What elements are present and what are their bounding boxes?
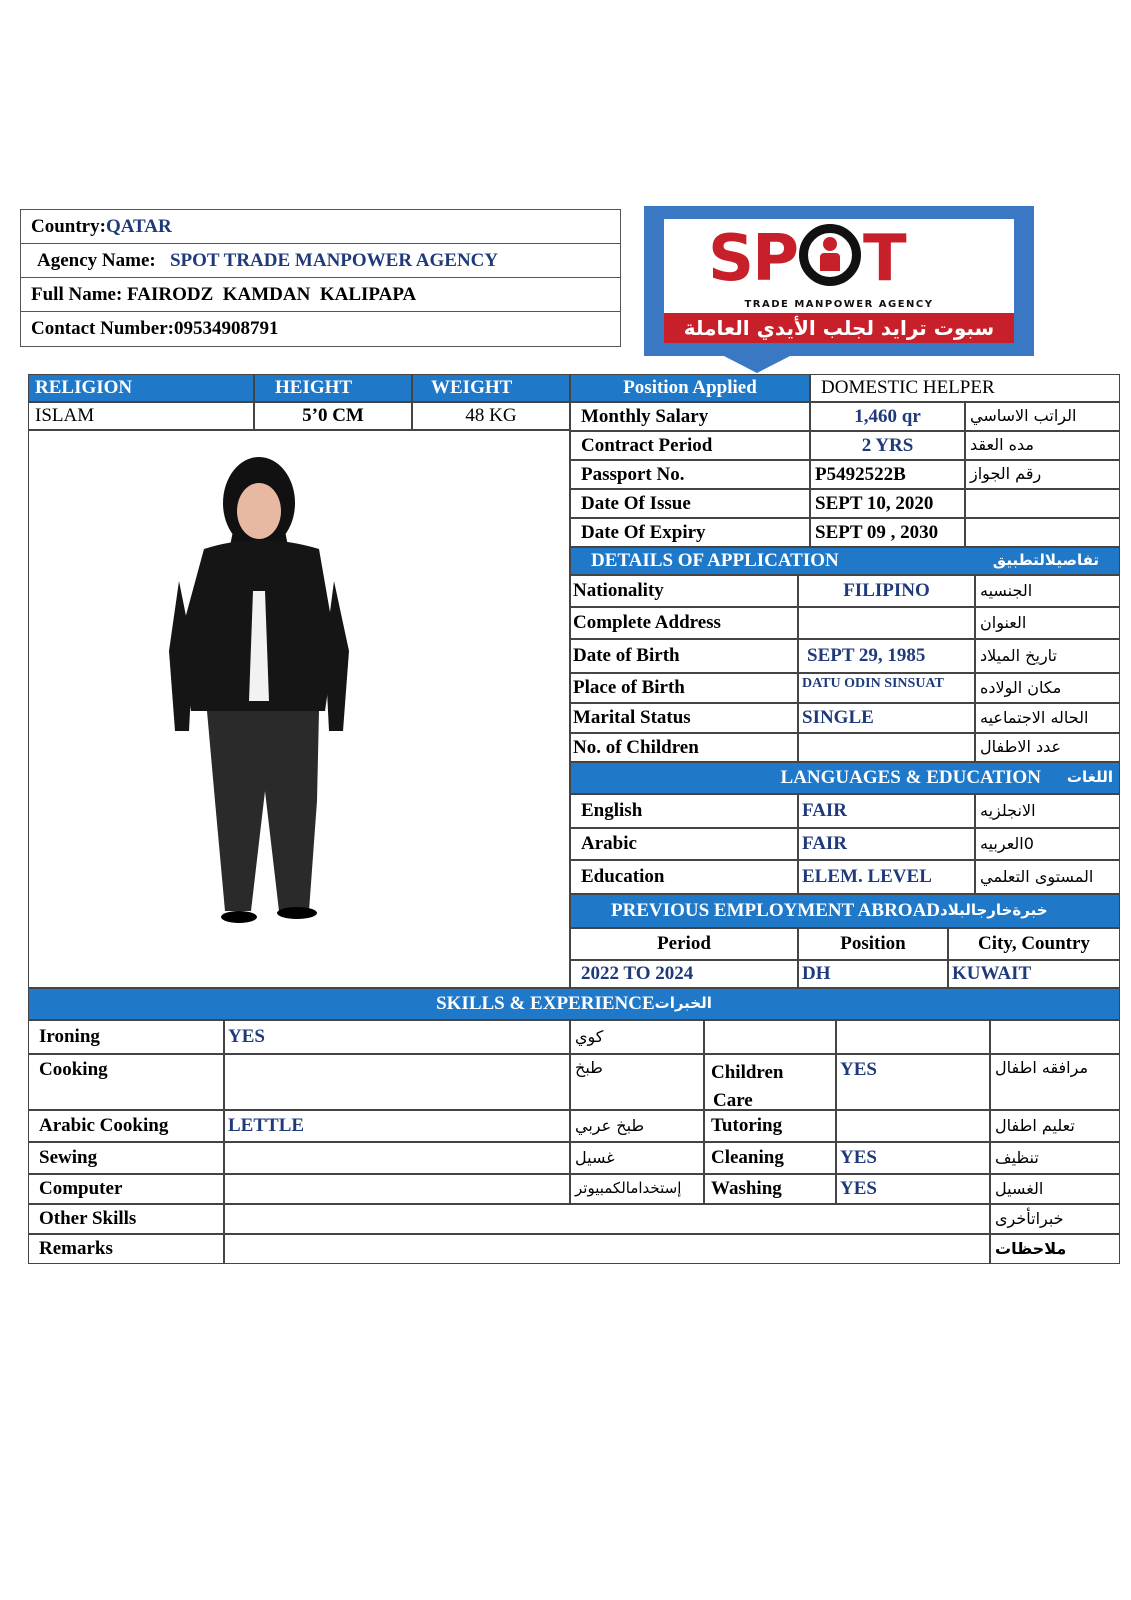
nationality-label: Nationality xyxy=(570,575,798,607)
skill-empty-2 xyxy=(836,1020,990,1054)
pob-ar: مكان الولاده xyxy=(975,673,1120,703)
contract-period-label: Contract Period xyxy=(570,431,810,460)
skill-arabic-cooking-label: Arabic Cooking xyxy=(28,1110,224,1142)
dob-label: Date of Birth xyxy=(570,639,798,673)
skill-ironing-label: Ironing xyxy=(28,1020,224,1054)
skill-sewing-ar: غسيل xyxy=(570,1142,704,1174)
position-applied-value: DOMESTIC HELPER xyxy=(810,374,1120,402)
other-skills-ar: خبراتأخرى xyxy=(990,1204,1120,1234)
skill-ironing-ar: كوي xyxy=(570,1020,704,1054)
english-ar: الانجلزيه xyxy=(975,794,1120,828)
agency-row xyxy=(21,244,620,278)
period-col-header: Period xyxy=(570,928,798,960)
height-value: 5’0 CM xyxy=(254,402,412,430)
details-header xyxy=(570,547,1120,575)
weight-value: 48 KG xyxy=(412,402,570,430)
country-row xyxy=(21,210,620,244)
contract-period-ar: مده العقد xyxy=(965,431,1120,460)
salary-ar: الراتب الاساسي xyxy=(965,402,1120,431)
salary-label: Monthly Salary xyxy=(570,402,810,431)
skill-computer-label: Computer xyxy=(28,1174,224,1204)
issue-date-value: SEPT 10, 2020 xyxy=(810,489,965,518)
nationality-value: FILIPINO xyxy=(798,575,975,607)
pob-label: Place of Birth xyxy=(570,673,798,703)
agency-logo xyxy=(664,219,1014,343)
skills-title: SKILLS & EXPERIENCE xyxy=(436,993,655,1015)
children-value xyxy=(798,733,975,762)
dob-ar: تاريخ الميلاد xyxy=(975,639,1120,673)
position-value: DH xyxy=(798,960,948,988)
logo-person-icon xyxy=(799,224,861,286)
skill-cooking-value xyxy=(224,1054,570,1110)
position-col-header: Position xyxy=(798,928,948,960)
issue-date-label: Date Of Issue xyxy=(570,489,810,518)
employment-header xyxy=(570,894,1120,928)
address-ar: العنوان xyxy=(975,607,1120,639)
skill-childcare-label-1: Children xyxy=(711,1062,784,1083)
employment-title: PREVIOUS EMPLOYMENT ABROAD xyxy=(611,900,941,922)
skill-washing-value: YES xyxy=(836,1174,990,1204)
skill-washing-ar: الغسيل xyxy=(990,1174,1120,1204)
agency-label: Agency Name: xyxy=(37,250,156,271)
skill-computer-ar: إستخدامالكمبيوتر xyxy=(570,1174,704,1204)
passport-value: P5492522B xyxy=(810,460,965,489)
skill-cleaning-label: Cleaning xyxy=(704,1142,836,1174)
period-value: 2022 TO 2024 xyxy=(570,960,798,988)
skill-cooking-label: Cooking xyxy=(28,1054,224,1110)
applicant-info-box xyxy=(20,209,621,347)
skill-cleaning-ar: تنظيف xyxy=(990,1142,1120,1174)
marital-ar: الحاله الاجتماعيه xyxy=(975,703,1120,733)
marital-value: SINGLE xyxy=(798,703,975,733)
languages-header xyxy=(570,762,1120,794)
arabic-ar: 0العربيه xyxy=(975,828,1120,860)
languages-title: LANGUAGES & EDUCATION xyxy=(780,767,1041,789)
skill-tutoring-value xyxy=(836,1110,990,1142)
dob-value: SEPT 29, 1985 xyxy=(798,639,975,673)
country-value: QATAR xyxy=(105,216,172,237)
logo-subtitle: TRADE MANPOWER AGENCY xyxy=(744,299,934,310)
remarks-value xyxy=(224,1234,990,1264)
applicant-photo xyxy=(28,430,570,988)
contract-period-value: 2 YRS xyxy=(810,431,965,460)
other-skills-label: Other Skills xyxy=(28,1204,224,1234)
remarks-ar: ملاحظات xyxy=(990,1234,1120,1264)
skill-childcare-value: YES xyxy=(836,1054,990,1110)
skill-tutoring-label: Tutoring xyxy=(704,1110,836,1142)
languages-title-ar: اللغات xyxy=(1066,768,1113,787)
contact-label: Contact Number: xyxy=(31,318,175,339)
skill-sewing-value xyxy=(224,1142,570,1174)
religion-header: RELIGION xyxy=(28,374,254,402)
arabic-value: FAIR xyxy=(798,828,975,860)
skill-ironing-value: YES xyxy=(224,1020,570,1054)
logo-pointer xyxy=(722,355,792,373)
education-value: ELEM. LEVEL xyxy=(798,860,975,894)
education-label: Education xyxy=(570,860,798,894)
position-applied-header: Position Applied xyxy=(570,374,810,402)
skill-cooking-ar: طبخ xyxy=(570,1054,704,1110)
skill-computer-value xyxy=(224,1174,570,1204)
fullname-value: FAIRODZ KAMDAN KALIPAPA xyxy=(127,284,417,305)
logo-brand: SP T xyxy=(708,222,905,296)
logo-arabic: سبوت ترايد لجلب الأيدي العاملة xyxy=(664,313,1014,343)
skill-arabic-cooking-value: LETTLE xyxy=(224,1110,570,1142)
details-title: DETAILS OF APPLICATION xyxy=(591,550,839,572)
salary-value: 1,460 qr xyxy=(810,402,965,431)
marital-label: Marital Status xyxy=(570,703,798,733)
country-label: Country: xyxy=(31,216,106,237)
fullname-row xyxy=(21,278,620,312)
education-ar: المستوى التعلمي xyxy=(975,860,1120,894)
english-value: FAIR xyxy=(798,794,975,828)
children-label: No. of Children xyxy=(570,733,798,762)
fullname-label: Full Name: xyxy=(31,284,123,305)
contact-value: 09534908791 xyxy=(174,318,279,339)
other-skills-value xyxy=(224,1204,990,1234)
passport-ar: رقم الجواز xyxy=(965,460,1120,489)
skill-childcare-label-2: Care xyxy=(713,1090,753,1110)
skill-arabic-cooking-ar: طبخ عربي xyxy=(570,1110,704,1142)
skill-empty-1 xyxy=(704,1020,836,1054)
height-header: HEIGHT xyxy=(254,374,412,402)
employment-title-ar: خبرةخارجالبلاد xyxy=(940,901,1048,920)
skill-childcare-ar: مرافقه اطفال xyxy=(990,1054,1120,1110)
weight-header: WEIGHT xyxy=(412,374,570,402)
skills-title-ar: الخبرات xyxy=(654,994,712,1013)
skill-tutoring-ar: تعليم اطفال xyxy=(990,1110,1120,1142)
skill-cleaning-value: YES xyxy=(836,1142,990,1174)
expiry-date-value: SEPT 09 , 2030 xyxy=(810,518,965,547)
expiry-date-ar xyxy=(965,518,1120,547)
skill-washing-label: Washing xyxy=(704,1174,836,1204)
address-label: Complete Address xyxy=(570,607,798,639)
contact-row xyxy=(21,312,620,346)
english-label: English xyxy=(570,794,798,828)
address-value xyxy=(798,607,975,639)
city-value: KUWAIT xyxy=(948,960,1120,988)
children-ar: عدد الاطفال xyxy=(975,733,1120,762)
nationality-ar: الجنسيه xyxy=(975,575,1120,607)
passport-label: Passport No. xyxy=(570,460,810,489)
pob-value: DATU ODIN SINSUAT xyxy=(798,673,975,703)
issue-date-ar xyxy=(965,489,1120,518)
expiry-date-label: Date Of Expiry xyxy=(570,518,810,547)
remarks-label: Remarks xyxy=(28,1234,224,1264)
person-photo-illustration xyxy=(29,431,571,989)
skill-sewing-label: Sewing xyxy=(28,1142,224,1174)
skills-header xyxy=(28,988,1120,1020)
city-col-header: City, Country xyxy=(948,928,1120,960)
arabic-label: Arabic xyxy=(570,828,798,860)
religion-value: ISLAM xyxy=(28,402,254,430)
agency-value: SPOT TRADE MANPOWER AGENCY xyxy=(169,250,499,271)
details-title-ar: تفاصيلالتطبيق xyxy=(992,551,1099,570)
skill-childcare-label xyxy=(704,1054,836,1110)
skill-empty-3 xyxy=(990,1020,1120,1054)
